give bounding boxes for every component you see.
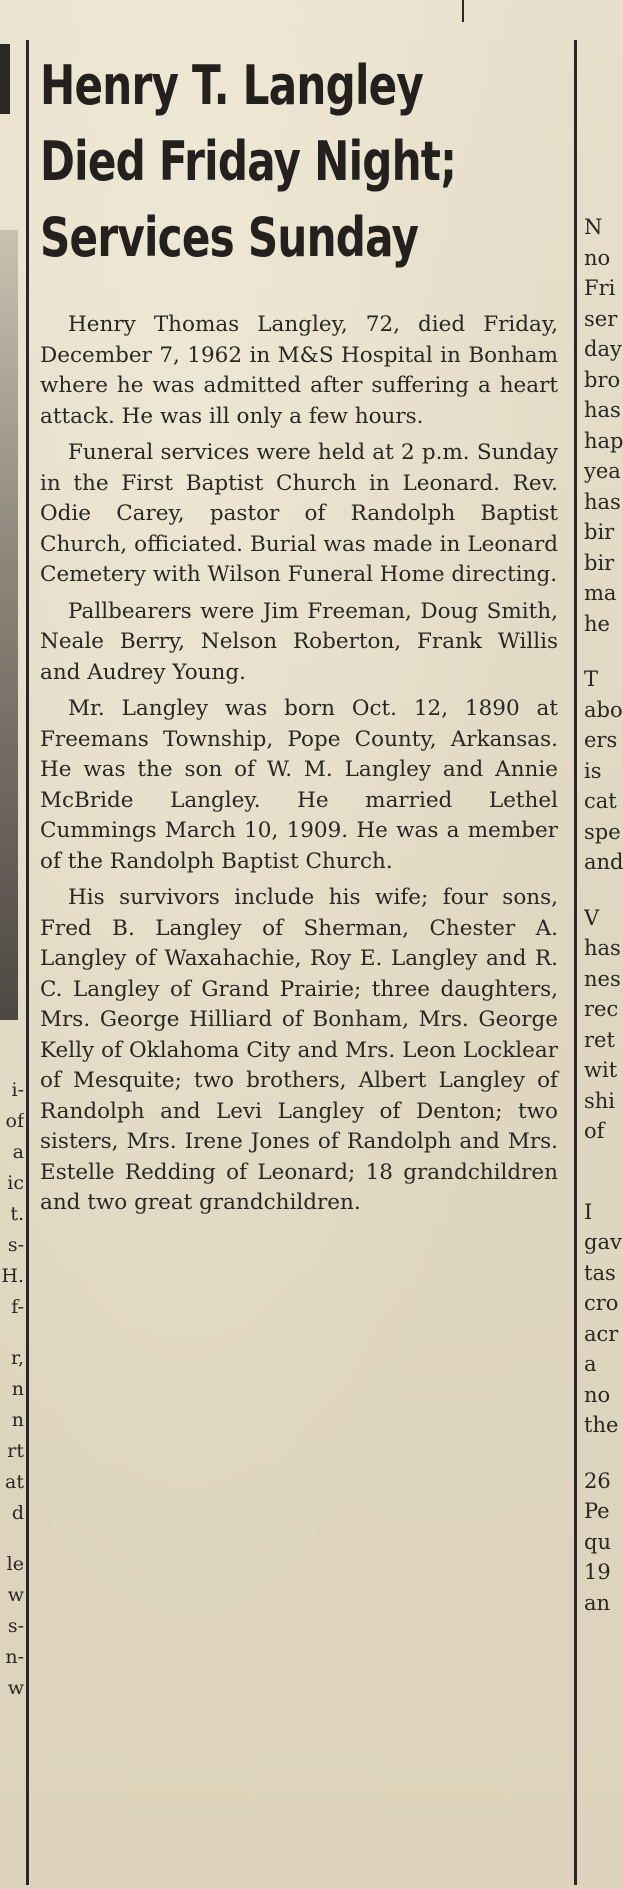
text-fragment: T [584, 667, 599, 691]
text-fragment: ers [584, 728, 618, 752]
text-fragment: no [584, 1382, 611, 1407]
text-fragment: Fri [584, 276, 616, 300]
adjacent-right-column-text [584, 212, 623, 1618]
paragraph: Mr. Langley was born Oct. 12, 1890 at Freemans Township, Pope County, Arkansas. He was the son of W. M. Langley and Annie McBride Langley. He married Lethel Cummings March 10, 1909. He was a member of the Randolph Baptist Church. [40, 696, 558, 874]
text-fragment: cro [584, 1291, 619, 1315]
headline-line: Henry T. Langley [40, 54, 424, 117]
text-fragment: gav [584, 1230, 622, 1254]
adjacent-headline-fragment [0, 44, 10, 114]
text-fragment: no [584, 245, 611, 270]
column-rule-left [26, 40, 29, 1885]
headline [40, 48, 555, 276]
paragraph: Henry Thomas Langley, 72, died Friday, December 7, 1962 in M&S Hospital in Bonham where he was admitted after suffering a heart attack. He was ill only a few hours. [40, 312, 558, 429]
text-fragment: a [12, 1141, 24, 1163]
text-fragment: has [584, 936, 621, 960]
text-fragment [0, 1529, 24, 1549]
column-rule-right [574, 40, 577, 1885]
text-fragment [584, 1147, 623, 1172]
text-fragment: ret [584, 1027, 615, 1052]
text-fragment: tas [584, 1260, 616, 1285]
text-fragment: w [7, 1677, 24, 1699]
text-fragment: n [11, 1409, 24, 1431]
text-fragment: rec [584, 997, 619, 1021]
text-fragment: acr [584, 1321, 619, 1346]
text-fragment: an [584, 1590, 611, 1615]
headline-line: Services Sunday [40, 206, 419, 269]
text-fragment: i- [11, 1079, 24, 1101]
text-fragment: he [584, 611, 610, 636]
text-fragment: t. [10, 1203, 24, 1225]
text-fragment: H. [1, 1265, 24, 1287]
text-fragment: n- [5, 1646, 24, 1668]
text-fragment: of [584, 1119, 605, 1143]
text-fragment: le [6, 1553, 24, 1575]
text-fragment: 19 [584, 1560, 611, 1584]
text-fragment: cat [584, 789, 617, 813]
text-fragment: r, [10, 1347, 24, 1369]
text-fragment: rt [7, 1440, 24, 1462]
paragraph: Pallbearers were Jim Freeman, Doug Smith, Neale Berry, Nelson Roberton, Frank Willis and Audrey Young. [40, 598, 558, 685]
text-fragment: bir [584, 550, 615, 575]
text-fragment: hap [584, 428, 623, 453]
text-fragment: ma [584, 581, 617, 605]
text-fragment: s- [7, 1615, 24, 1637]
text-fragment: is [584, 758, 602, 783]
adjacent-photo-edge [0, 230, 18, 1020]
text-fragment [0, 1323, 24, 1343]
text-fragment: n [11, 1378, 24, 1400]
text-fragment: the [584, 1413, 619, 1437]
text-fragment: wit [584, 1058, 618, 1082]
text-fragment: nes [584, 966, 621, 991]
paragraph: His survivors include his wife; four sons, Fred B. Langley of Sherman, Chester A. Langley of Waxahachie, Roy E. Langley and R. C. Langley of Grand Prairie; three daughters, Mrs. George Hilliard of Bonham, Mrs. George Kelly of Oklahoma City and Mrs. Leon Locklear of Mesquite; two brothers, Albert Langley of Randolph and Levi Langley of Denton; two sisters, Mrs. Irene Jones of Randolph and Mrs. Estelle Redding of Leonard; 18 grandchildren and two great grandchildren. [40, 885, 558, 1215]
text-fragment: at [5, 1471, 24, 1493]
text-fragment: abo [584, 697, 623, 722]
article-body [40, 310, 558, 1225]
text-fragment [584, 1172, 623, 1197]
text-fragment: d [11, 1502, 24, 1524]
text-fragment: and [584, 850, 623, 874]
text-fragment: day [584, 337, 622, 361]
text-fragment: bir [584, 520, 615, 544]
text-fragment: V [584, 905, 600, 930]
obituary-article [40, 48, 558, 1215]
text-fragment: w [7, 1584, 24, 1606]
text-fragment [584, 639, 623, 664]
text-fragment: ic [7, 1172, 24, 1194]
text-fragment: a [584, 1352, 597, 1376]
text-fragment: spe [584, 819, 621, 844]
adjacent-left-column-text [0, 1075, 24, 1704]
text-fragment: has [584, 489, 621, 514]
headline-line: Died Friday Night; [40, 130, 457, 193]
text-fragment: shi [584, 1088, 616, 1113]
text-fragment: yea [584, 459, 621, 483]
text-fragment: of [5, 1110, 24, 1132]
text-fragment: ser [584, 306, 618, 331]
text-fragment [584, 1441, 623, 1466]
text-fragment: has [584, 398, 621, 422]
text-fragment: I [584, 1199, 593, 1224]
column-rule-top [462, 0, 464, 22]
text-fragment [584, 878, 623, 903]
text-fragment: s- [7, 1234, 24, 1256]
text-fragment: 26 [584, 1468, 611, 1493]
text-fragment: Pe [584, 1499, 610, 1523]
text-fragment: bro [584, 367, 621, 392]
text-fragment: f- [11, 1296, 24, 1318]
text-fragment: N [584, 215, 603, 239]
paragraph: Funeral services were held at 2 p.m. Sunday in the First Baptist Church in Leonard. Rev. Odie Carey, pastor of Randolph Baptist Church, officiated. Burial was made in Leonard Cemetery with Wilson Funeral Home directing. [40, 440, 558, 587]
text-fragment: qu [584, 1529, 611, 1554]
